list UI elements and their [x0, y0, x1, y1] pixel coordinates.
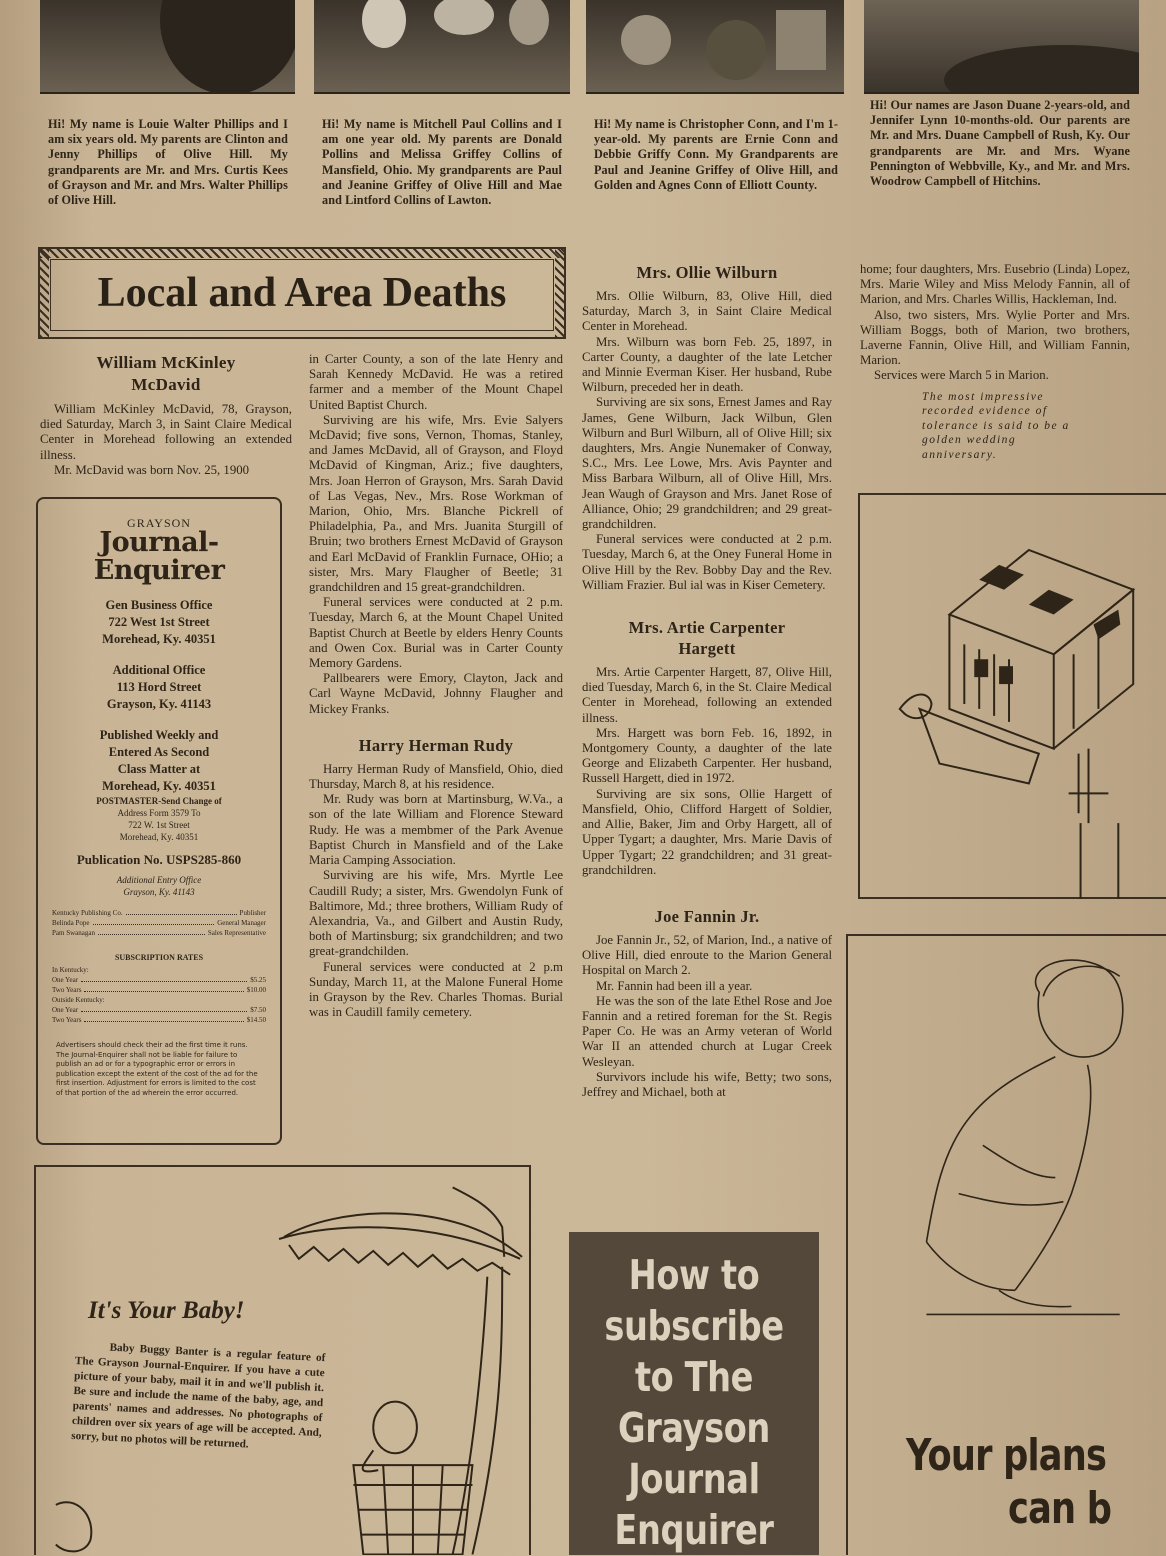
obit-paragraph: Mrs. Wilburn was born Feb. 25, 1897, in Carter County, a daughter of the late Letcher and Minnie Everman Kiser. Her husband, Rube Wilburn, preceded her in death.	[582, 334, 832, 395]
obit-heading-wilburn: Mrs. Ollie Wilburn	[636, 263, 778, 282]
obit-paragraph: Mrs. Ollie Wilburn, 83, Olive Hill, died Saturday, March 3, in Saint Claire Medical Center in Morehead.	[582, 289, 832, 334]
obit-paragraph: Survivors include his wife, Betty; two sons, Jeffrey and Michael, both at	[582, 1069, 832, 1099]
masthead-postmaster: 722 W. 1st Street	[128, 820, 190, 830]
filler-quote: The most impressive recorded evidence of tolerance is said to be a golden wedding anniversary.	[922, 390, 1070, 461]
ad-headline-2: can b	[1008, 1483, 1112, 1534]
obit-fannin-part2	[860, 262, 1130, 462]
staff-row: Kentucky Publishing Co. Publisher	[52, 909, 266, 917]
man-illustration	[848, 936, 1166, 1436]
obit-mcdavid-part1	[40, 352, 292, 478]
obit-paragraph: Mr. McDavid was born Nov. 25, 1900	[54, 462, 250, 477]
man-illustration-ad	[846, 934, 1166, 1555]
obit-paragraph: Mr. Rudy was born at Martinsburg, W.Va., a son of the late William and Florence Steward Rudy. He was a membmer of the Park Avenue Baptist Church in Mansfield and of the Lake Maria Camping Association.	[309, 792, 563, 868]
baby-caption-4: Hi! Our names are Jason Duane 2-years-old, and Jennifer Lynn 10-months-old. Our parents are Mr. and Mrs. Duane Campbell of Rush, Ky. Our grandparents are Mr. and Mrs. Wyane Pennington of Webbville, Ky., and Mr. and Mrs. Woodrow Campbell of Hitchins.	[870, 98, 1130, 189]
baby-promo-title: It's Your Baby!	[88, 1297, 245, 1324]
obit-mcdavid-part2	[309, 352, 563, 1020]
baby-promo-body: Baby Buggy Banter is a regular feature of The Grayson Journal-Enquirer. If you have a cute picture of your baby, mail it in and we'll publish it. Be sure and include the name of the baby, age, and parents' names and addresses. No photographs of children over six years of age will be accepted. And, sorry, but no photos will be returned.	[70, 1341, 326, 1451]
subscribe-line: to The	[634, 1353, 754, 1401]
masthead-logo-small: GRAYSON	[127, 516, 191, 530]
baby-photo-1	[40, 0, 295, 94]
masthead-office-1-street: 722 West 1st Street	[108, 615, 210, 629]
masthead-office-1-city: Morehead, Ky. 40351	[102, 632, 216, 646]
masthead-postmaster: POSTMASTER-Send Change of	[96, 796, 222, 806]
obit-column-3	[582, 262, 832, 1100]
masthead-office-2: Additional Office	[112, 663, 206, 677]
house-illustration-ad	[858, 493, 1166, 899]
obit-paragraph: Mr. Fannin had been ill a year.	[596, 978, 753, 993]
masthead-box	[36, 497, 282, 1145]
masthead-postmaster: Morehead, Ky. 40351	[119, 832, 199, 842]
obit-paragraph: Also, two sisters, Mrs. Wylie Porter and Mrs. William Boggs, both of Marion, two brothers, Laverne Fannin, Olive Hill, and William Fannin, Marion.	[860, 307, 1130, 368]
staff-row: Pam Swanagan Sales Representative	[52, 929, 266, 937]
rates-label: Outside Kentucky:	[52, 996, 105, 1004]
obit-paragraph: Mrs. Hargett was born Feb. 16, 1892, in Montgomery County, a daughter of the late George and Elizabeth Carpenter. Her husband, Russell Hargett, died in 1972.	[582, 725, 832, 786]
masthead-entry: Additional Entry Office	[116, 875, 202, 885]
rate-row: Two Years $14.50	[52, 1016, 266, 1024]
subscribe-line: Enquirer	[614, 1506, 774, 1554]
subscribe-line: subscribe	[604, 1302, 784, 1350]
masthead-published: Entered As Second	[108, 745, 210, 759]
baby-caption-2: Hi! My name is Mitchell Paul Collins and I am one year old. My parents are Donald Pollins and Melissa Griffey Collins of Mansfield, Ohio. My grandparents are Paul and Jeanine Griffey of Olive Hill and Mae and Lintford Collins of Lawton.	[322, 117, 562, 208]
staff-row: Belinda Pope General Manager	[52, 919, 266, 927]
section-title: Local and Area Deaths	[97, 270, 507, 316]
rate-row: Two Years $10.00	[52, 986, 266, 994]
obit-paragraph: home; four daughters, Mrs. Eusebrio (Linda) Lopez, Mrs. Marie Wiley and Miss Melody Fannin, all of Marion, and Mrs. Charles Willis, Hackleman, Ind.	[860, 262, 1130, 307]
baby-photo-3	[586, 0, 844, 94]
masthead-office-2-street: 113 Hord Street	[116, 680, 202, 694]
obit-paragraph: He was the son of the late Ethel Rose and Joe Fannin and a retired foreman for the St. Regis Paper Co. He was an Army veteran of World War II an attended church at Lugar Creek Wesleyan.	[582, 993, 832, 1069]
baby-photo-4	[864, 0, 1139, 94]
obit-heading: William McKinley McDavid	[96, 353, 236, 394]
subscribe-line: Journal	[628, 1455, 760, 1503]
rate-row: One Year $5.25	[52, 976, 266, 984]
baby-caption-1: Hi! My name is Louie Walter Phillips and I am six years old. My parents are Clinton and Jenny Phillips of Olive Hill. My grandparents are Mr. and Mrs. Curtis Kees of Grayson and Mr. and Mrs. Walter Phillips of Olive Hill.	[48, 117, 288, 208]
obit-paragraph: Funeral services were conducted at 2 p.m Sunday, March 11, at the Malone Funeral Home in Grayson by the Rev. Charles Thomas. Burial was in Caudill family cemetery.	[309, 959, 563, 1020]
obit-paragraph: Surviving are six sons, Ernest James and Ray James, Gene Wilburn, Jack Wilbun, Glen Wilburn and Burl Wilburn, all of Olive Hill; six daughters, Mrs. Angie Nunemaker of Conway, S.C., Mrs. Lee Lowe, Mrs. Avis Paynter and Miss Barbara Wilburn, all of Olive Hill, Mrs. Jean Waugh of Grayson and Mrs. Janet Rose of Alliance, Ohio; 29 grandchildren; and 29 great-grandchildren.	[582, 395, 832, 532]
rates-label: In Kentucky:	[52, 966, 89, 974]
obit-paragraph: Services were March 5 in Marion.	[874, 368, 1049, 383]
ad-headline-1: Your plans	[906, 1430, 1107, 1481]
obit-paragraph: Surviving are six sons, Ollie Hargett of Mansfield, Ohio, Clifford Hargett of Soldier, and Allie, Baker, Jim and Orby Hargett, all of Upper Tygart; a daughter, Mrs. Marie Davis of Upper Tygart; 22 grandchildren; and 31 great-grandchildren.	[582, 786, 832, 877]
subscribe-line: How to	[628, 1251, 760, 1299]
house-illustration	[860, 495, 1166, 899]
masthead-published: Published Weekly and	[99, 728, 219, 742]
obit-heading-hargett: Mrs. Artie Carpenter Hargett	[628, 618, 786, 659]
rate-row: One Year $7.50	[52, 1006, 266, 1014]
obit-paragraph: Surviving are his wife, Mrs. Evie Salyers McDavid; five sons, Vernon, Thomas, Stanley, and James McDavid, all of Grayson, and Floyd McDavid of Kingman, Ariz.; five daughters, Mrs. Joan Herron of Grayson, Mrs. Sarah David of Las Vegas, Nev., Mrs. Rose Workman of Marion, Ohio, Mrs. Blanche Pickrell of Philadelphia, Pa., and Mrs. Juanita Sturgill of Bruin; two brothers Ernest McDavid of Grayson and Earl McDavid of Franklin Furnace, OHio; a sister, Mrs. Mary Flaugher of Beetle; 31 grandchildren and 15 great-grandchildren.	[309, 412, 563, 595]
masthead-logo: Journal-Enquirer	[93, 527, 225, 586]
masthead-postmaster: Address Form 3579 To	[117, 808, 201, 818]
obit-paragraph: Mrs. Artie Carpenter Hargett, 87, Olive Hill, died Tuesday, March 6, in the St. Claire Medical Center in Morehead, following an extended illness.	[582, 665, 832, 725]
obit-paragraph: Pallbearers were Emory, Clayton, Jack and Carl Wayne McDavid, Johnny Flaugher and Mickey Franks.	[309, 671, 563, 716]
subscribe-box	[569, 1232, 819, 1555]
obit-heading-rudy: Harry Herman Rudy	[358, 735, 514, 755]
masthead-office-1: Gen Business Office	[105, 598, 213, 612]
rates-title: SUBSCRIPTION RATES	[114, 953, 204, 962]
obit-paragraph: Surviving are his wife, Mrs. Myrtle Lee Caudill Rudy; a sister, Mrs. Gwendolyn Funk of Baltimore, Md.; three brothers, William Rudy of Alexandria, Va., and Gilbert and Austin Rudy, both of Martinsburg; six grandchildren; and two great-grandchilden.	[309, 868, 563, 959]
masthead-published: Morehead, Ky. 40351	[102, 779, 216, 793]
masthead-publication-no: Publication No. USPS285-860	[76, 852, 242, 867]
obit-paragraph: Harry Herman Rudy of Mansfield, Ohio, died Thursday, March 8, at his residence.	[309, 761, 563, 792]
masthead-office-2-city: Grayson, Ky. 41143	[106, 697, 212, 711]
obit-heading-fannin: Joe Fannin Jr.	[654, 906, 760, 926]
baby-promo-box	[34, 1165, 531, 1555]
obit-paragraph: Funeral services were conducted at 2 p.m. Tuesday, March 6, at the Mount Chapel United Baptist Church at Beetle by elders Henry Counts and Owen Cox. Burial was in Carter County Memory Gardens.	[309, 595, 563, 671]
obit-paragraph: Funeral services were conducted at 2 p.m. Tuesday, March 6, at the Oney Funeral Home in Olive Hill by the Rev. Bobby Day and the Rev. William Frazier. Bul ial was in Kiser Cemetery.	[582, 532, 832, 592]
section-banner	[38, 247, 566, 339]
masthead-disclaimer: Advertisers should check their ad the first time it runs. The Journal-Enquirer shall not be liable for failure to publish an ad or for a typographic error or errors in publication except the extent of the cost of the ad for the first insertion. Adjustment for errors is limited to the cost of that portion of the ad wherein the error occurred.	[56, 1041, 258, 1097]
obit-paragraph: William McKinley McDavid, 78, Grayson, died Saturday, March 3, in Saint Claire Medical Center in Morehead following an extended illness.	[40, 402, 292, 462]
baby-photo-2	[314, 0, 570, 94]
subscribe-line: Grayson	[618, 1404, 770, 1452]
baby-caption-3: Hi! My name is Christopher Conn, and I'm 1-year-old. My parents are Ernie Conn and Debbie Griffy Conn. My Grandparents are Paul and Jeanine Griffey of Olive Hill, and Golden and Agnes Conn of Elliott County.	[594, 117, 838, 192]
obit-paragraph: in Carter County, a son of the late Henry and Sarah Kennedy McDavid. He was a retired farmer and a member of the Mount Chapel United Baptist Church.	[309, 352, 563, 412]
masthead-entry: Grayson, Ky. 41143	[123, 887, 195, 897]
obit-paragraph: Joe Fannin Jr., 52, of Marion, Ind., a native of Olive Hill, died enroute to the Marion General Hospital on March 2.	[582, 932, 832, 978]
masthead-published: Class Matter at	[117, 762, 201, 776]
